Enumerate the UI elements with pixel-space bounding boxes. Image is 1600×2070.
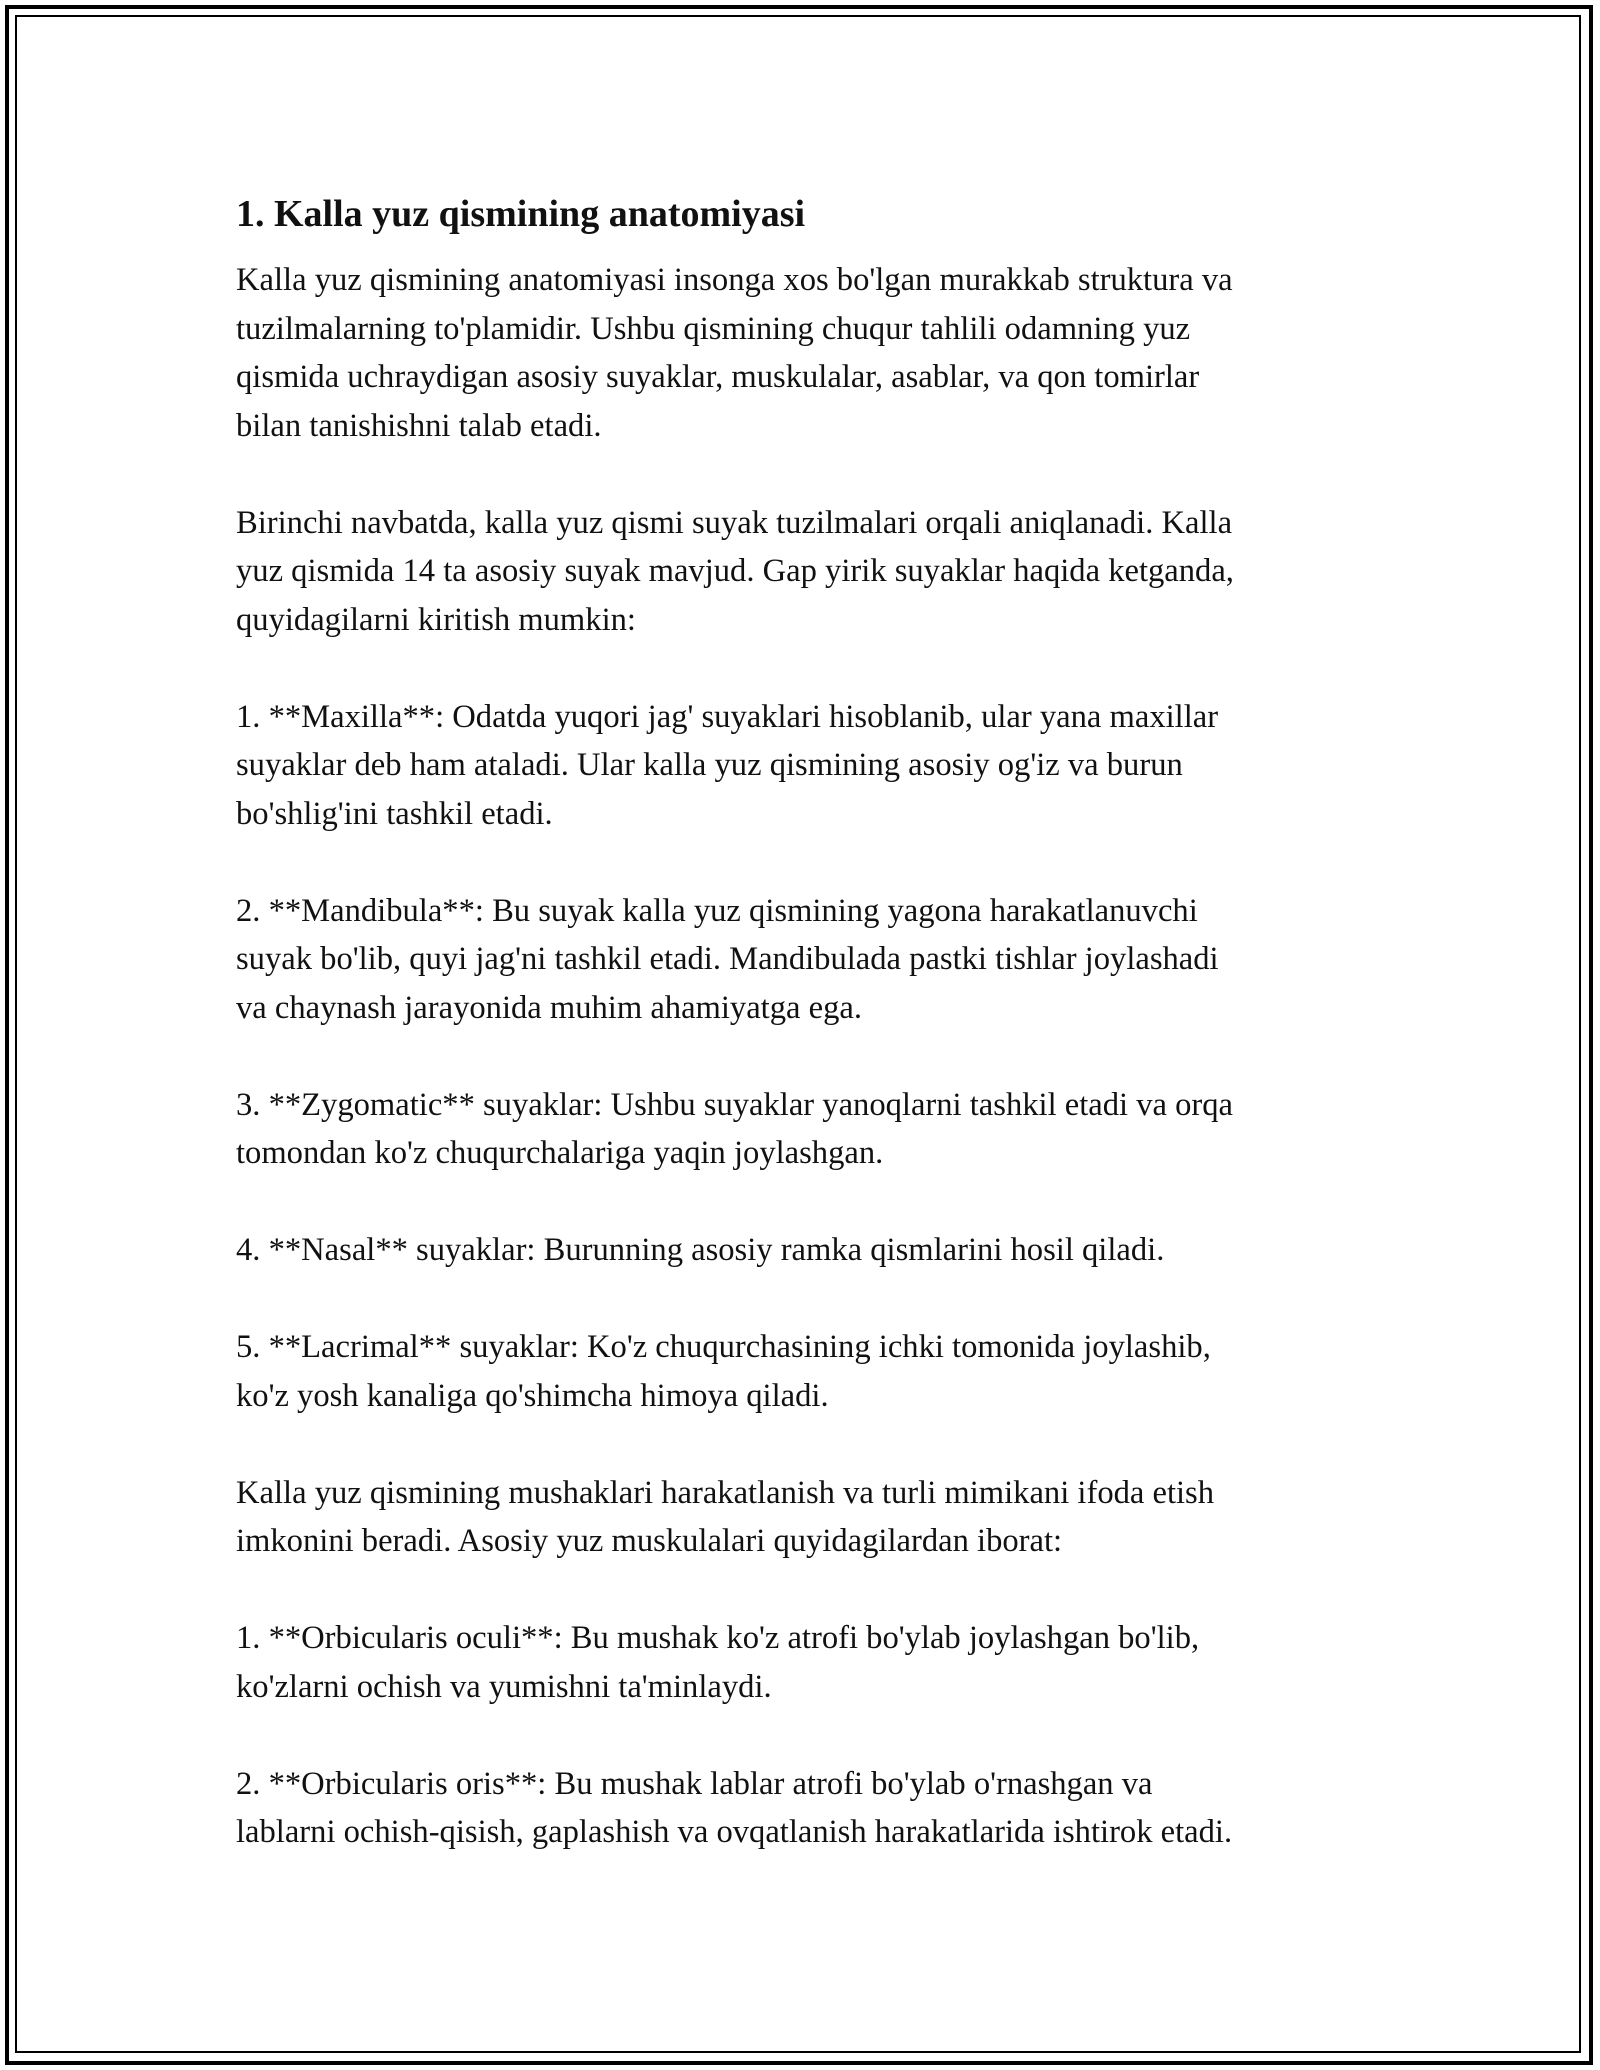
text-line: 4. **Nasal** suyaklar: Burunning asosiy ramka qismlarini hosil qiladi. bbox=[236, 1232, 1165, 1268]
text-line: 1. **Orbicularis oculi**: Bu mushak ko'z atrofi bo'ylab joylashgan bo'lib, bbox=[236, 1620, 1200, 1656]
text-line: qismida uchraydigan asosiy suyaklar, muskulalar, asablar, va qon tomirlar bbox=[236, 359, 1200, 395]
paragraph bbox=[236, 256, 1396, 450]
paragraph bbox=[236, 499, 1396, 645]
paragraph-list bbox=[236, 256, 1396, 1857]
text-line: 1. **Maxilla**: Odatda yuqori jag' suyaklari hisoblanib, ular yana maxillar bbox=[236, 698, 1219, 735]
text-line: ko'z yosh kanaliga qo'shimcha himoya qiladi. bbox=[236, 1377, 829, 1414]
text-line: va chaynash jarayonida muhim ahamiyatga ega. bbox=[236, 989, 862, 1026]
paragraph bbox=[236, 693, 1396, 839]
text-line: yuz qismida 14 ta asosiy suyak mavjud. Gap yirik suyaklar haqida ketganda, bbox=[236, 553, 1234, 589]
text-line: suyak bo'lib, quyi jag'ni tashkil etadi. Mandibulada pastki tishlar joylashadi bbox=[236, 941, 1219, 977]
paragraph bbox=[236, 1081, 1396, 1178]
text-line: 2. **Mandibula**: Bu suyak kalla yuz qismining yagona harakatlanuvchi bbox=[236, 892, 1198, 929]
text-line: ko'zlarni ochish va yumishni ta'minlaydi. bbox=[236, 1668, 772, 1705]
text-line: bo'shlig'ini tashkil etadi. bbox=[236, 795, 553, 832]
document-body bbox=[236, 188, 1396, 1905]
text-line: Kalla yuz qismining anatomiyasi insonga xos bo'lgan murakkab struktura va bbox=[236, 262, 1233, 298]
text-line: 5. **Lacrimal** suyaklar: Ko'z chuqurchasining ichki tomonida joylashib, bbox=[236, 1329, 1211, 1365]
paragraph bbox=[236, 1614, 1396, 1711]
document-title: 1. Kalla yuz qismining anatomiyasi bbox=[236, 193, 806, 235]
text-line: suyaklar deb ham ataladi. Ular kalla yuz qismining asosiy og'iz va burun bbox=[236, 747, 1183, 783]
text-line: lablarni ochish-qisish, gaplashish va ovqatlanish harakatlarida ishtirok etadi. bbox=[236, 1814, 1233, 1850]
paragraph bbox=[236, 1469, 1396, 1566]
text-line: tuzilmalarning to'plamidir. Ushbu qismining chuqur tahlili odamning yuz bbox=[236, 310, 1191, 347]
text-line: bilan tanishishni talab etadi. bbox=[236, 407, 602, 444]
text-line: tomondan ko'z chuqurchalariga yaqin joylashgan. bbox=[236, 1135, 884, 1171]
text-line: quyidagilarni kiritish mumkin: bbox=[236, 601, 636, 638]
text-line: 2. **Orbicularis oris**: Bu mushak lablar atrofi bo'ylab o'rnashgan va bbox=[236, 1765, 1153, 1802]
paragraph bbox=[236, 1226, 1396, 1275]
paragraph bbox=[236, 1323, 1396, 1420]
paragraph bbox=[236, 1760, 1396, 1857]
text-line: imkonini beradi. Asosiy yuz muskulalari quyidagilardan iborat: bbox=[236, 1523, 1063, 1559]
paragraph bbox=[236, 887, 1396, 1033]
text-line: Kalla yuz qismining mushaklari harakatlanish va turli mimikani ifoda etish bbox=[236, 1474, 1215, 1511]
text-line: Birinchi navbatda, kalla yuz qismi suyak tuzilmalari orqali aniqlanadi. Kalla bbox=[236, 504, 1233, 541]
text-line: 3. **Zygomatic** suyaklar: Ushbu suyaklar yanoqlarni tashkil etadi va orqa bbox=[236, 1086, 1234, 1123]
